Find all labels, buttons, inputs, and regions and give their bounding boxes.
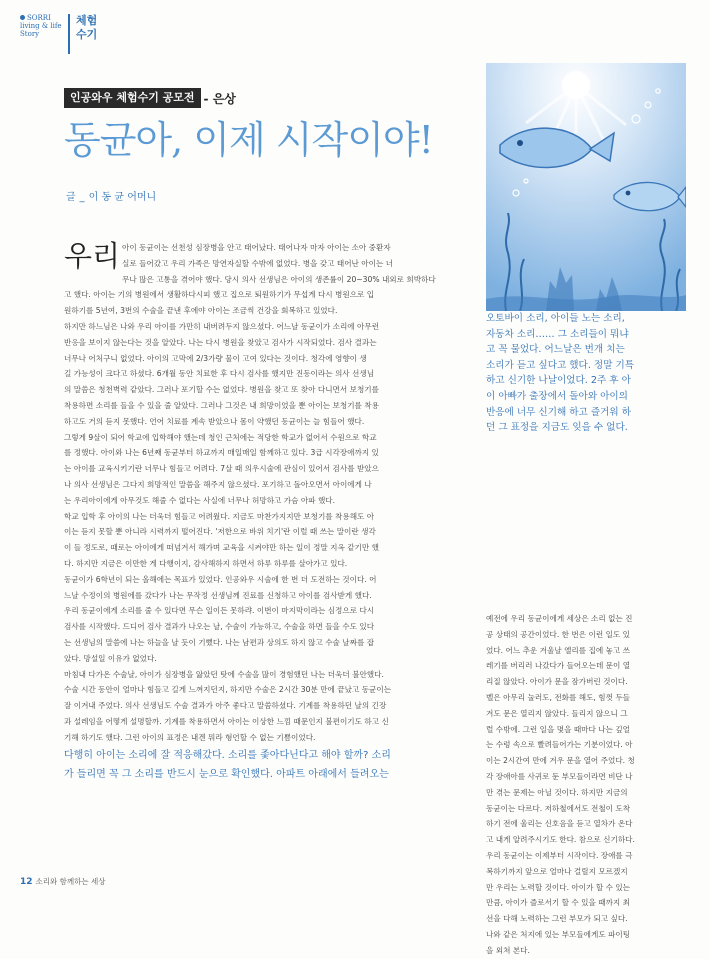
paragraph-line: 검사를 시작했다. 드디어 검사 결과가 나오는 날, 수술이 가능하고, 수술을 하면 들을 수도 있다 xyxy=(64,622,375,632)
paragraph-line: 기해 하기도 했다. 그런 아이의 표정은 내겐 뭐라 형언할 수 없는 기쁨이었다. xyxy=(64,732,316,742)
paragraph-line: 무나 많은 고통을 겪어야 했다. 당시 의사 선생님은 아이의 생존률이 20~30% 내외로 희박하다 xyxy=(122,274,436,284)
paragraph-line: 다. 하지만 지금은 이만한 게 다행이지, 감사해하지 하면서 하루 하루를 살아가고 있다. xyxy=(64,558,348,568)
paragraph-line: 너무나 어처구니 없었다. 아이의 고막에 2/3가량 물이 고여 있다는 것이다. 청각에 영향이 생 xyxy=(64,353,367,363)
paragraph-line: 는 아이를 교육시키기란 너무나 힘들고 어려다. 7살 때 의우시술에 관심이 있어서 검사를 받았으 xyxy=(64,464,379,474)
paragraph-line: 아이 동균이는 선천성 심장병을 안고 태어났다. 태어나자 마자 아이는 소아 중환자 xyxy=(122,243,391,252)
drop-cap: 우리 xyxy=(64,240,121,273)
paragraph-line: 동균이는 다르다. 저하철에서도 전철이 도착 xyxy=(486,803,631,813)
paragraph-line: 원하기를 5년여, 3번의 수술을 끝낸 후에야 아이는 조금씩 건강을 회복하고 있었다. xyxy=(64,306,338,316)
paragraph-line: 마침내 다가온 수술날, 아이가 심장병을 앓았던 탓에 수술을 많이 경험했던 나는 더욱더 불안했다. xyxy=(64,669,384,679)
paragraph-line: 그렇게 9살이 되어 학교에 입학해야 했는데 청인 근처에는 적당한 학교가 없어서 수원으로 학교 xyxy=(64,432,377,442)
pull-quote: 오토바이 소리, 아이들 노는 소리, 자동차 소리…… 그 소리들이 뭐냐 고 꼭 물었다. 어느날은 번개 치는 소리가 듣고 싶다고 했다. 정말 기특 하고 신기한 나날이었다. 2주 후 아 이 아빠가 출장에서 돌아와 아이의 반응에 너무 신기해 하고 즐거워 하 던 그 표정을 지금도 잊을 수 없다. xyxy=(486,313,635,434)
paragraph-line: 고 내게 알려주시기도 한다. 참으로 신기하다. xyxy=(486,835,635,845)
article-column-left xyxy=(64,240,456,784)
contest-label xyxy=(64,88,236,108)
section-brand: SORRI living & life Story xyxy=(20,14,62,38)
paragraph-line: 하지만 하느님은 나와 우리 아이를 가만히 내버려두지 않으셨다. 어느날 동균이가 소리에 아무런 xyxy=(64,321,380,331)
underwater-illustration xyxy=(486,63,686,311)
paragraph-line: 느날 수정이의 병원에를 갔다가 나는 무작정 선생님께 진료를 신청하고 아이를 검사받게 했다. xyxy=(64,590,372,600)
byline-label: 글 xyxy=(66,192,76,203)
paragraph-line: 수술 시간 동안이 얼마나 힘들고 길게 느껴지던지, 하지만 수술은 2시간 30분 만에 끝났고 동균이는 xyxy=(64,685,392,695)
highlight-line: 다행히 아이는 소리에 잘 적응해갔다. 소리를 좇아다닌다고 해야 할까? 소리 xyxy=(64,749,391,761)
paragraph-line: 았다. 망설일 이유가 없었다. xyxy=(64,653,157,663)
paragraph-line: 각 장애아를 사귀로 둔 부모들이라면 비단 나 xyxy=(486,771,633,781)
paragraph-line: 는 선생님의 말씀에 나는 하늘을 날 듯이 기뻤다. 나는 남편과 상의도 하지 않고 수술 날짜를 잡 xyxy=(64,637,375,647)
paragraph-line: 이는 2시간여 만에 겨우 문을 열어 주었다. 청 xyxy=(486,756,635,766)
paragraph-line: 동균이가 6학년이 되는 올해에는 목표가 있었다. 인공와우 시술에 한 번 더 도전하는 것이다. 어 xyxy=(64,574,377,584)
magazine-name: 소리와 함께하는 세상 xyxy=(35,877,106,886)
sun-icon xyxy=(562,71,590,99)
paragraph-line: 는 수렁 속으로 빨려들어가는 기분이었다. 아 xyxy=(486,740,633,750)
award-label: - 은상 xyxy=(203,91,236,106)
paragraph-line: 실로 들어갔고 우리 가족은 망연자실할 수밖에 없었다. 병을 갖고 태어난 아이는 너 xyxy=(122,258,394,268)
page-footer xyxy=(20,876,106,887)
paragraph-line: 복하기까지 앞으로 얼마나 걸릴지 모르겠지 xyxy=(486,866,628,876)
paragraph-line: 선을 다해 노력하는 그런 부모가 되고 싶다. xyxy=(486,914,628,924)
paragraph-line: 고 했다. 아이는 기의 병원에서 생활하다시피 했고 집으로 퇴원하기가 무섭게 다시 병원으로 입 xyxy=(64,290,375,300)
page-number: 12 xyxy=(20,877,33,887)
paragraph-line: 나와 같은 처지에 있는 부모들에게도 파이팅 xyxy=(486,929,631,939)
paragraph-line: 우리 동균이에게 소리를 줄 수 있다면 무슨 일이든 못하랴. 이번이 마지막이라는 심정으로 다시 xyxy=(64,606,375,616)
paragraph-line: 레기를 버리러 나갔다가 들어오는데 문이 열 xyxy=(486,661,631,671)
paragraph-line: 하고도 거의 듣지 못했다. 언어 치료를 계속 받았으나 몸이 약했던 동균이는 늘 힘들어 했다. xyxy=(64,416,365,426)
paragraph-line: 을 외쳐 본다. xyxy=(486,945,530,955)
paragraph-line: 잘 이겨내 주었다. 의사 선생님도 수술 결과가 아주 좋다고 말씀하셨다. 기계를 착용하던 날의 긴장 xyxy=(64,701,387,711)
paragraph-line: 착용하면 소리를 들을 수 있을 줄 알았다. 그러나 그것은 내 희망이었을 뿐 아이는 보청기를 착용 xyxy=(64,400,379,410)
paragraph-line: 만 우리는 노력할 것이다. 아이가 할 수 있는 xyxy=(486,882,631,892)
paragraph-line: 길 가능성이 크다고 하셨다. 6개월 동안 치료한 후 다시 검사를 했지만 진동이라는 의사 선생님 xyxy=(64,369,375,379)
paragraph-line: 럴 수밖에. 그런 일을 몇을 때마다 나는 깊얼 xyxy=(486,724,631,734)
paragraph-line: 이 들 정도로, 때로는 아이에게 떠넘겨서 해가며 교육을 시켜야만 하는 일이 정말 지옥 같기만 했 xyxy=(64,543,379,553)
article-column-right xyxy=(486,611,686,959)
section-title: 체험 수기 xyxy=(76,14,98,41)
highlight-line: 가 들리면 꼭 그 소리를 반드시 눈으로 확인했다. 아파트 아래에서 들려오는 xyxy=(64,768,389,780)
paragraph-line: 학교 입학 후 아이의 나는 더욱더 힘들고 어려웠다. 지금도 마찬가지지만 보청기를 착용해도 아 xyxy=(64,511,375,521)
paragraph-line: 하기 전에 울리는 신호음을 듣고 열차가 온다 xyxy=(486,819,633,829)
paragraph-line: 나 의사 선생님은 그다지 희망적인 말씀을 해주지 않으셨다. 포기하고 돌아오면서 아이에게 나 xyxy=(64,479,372,489)
section-divider xyxy=(68,14,70,54)
paragraph-line: 었다. 어느 추운 겨울날 엘리를 집에 놓고 쓰 xyxy=(486,645,631,655)
paragraph-line: 리질 않았다. 아이가 문을 잠가버린 것이다. xyxy=(486,677,628,687)
paragraph-line: 겨도 문은 열리지 않았다. 들리지 않으니 그 xyxy=(486,708,628,718)
paragraph-line: 만 겪는 문제는 아닐 것이다. 하지만 지금의 xyxy=(486,787,628,797)
paragraph-line: 의 말씀은 청천벽력 같았다. 그러나 포기할 수는 없었다. 병원을 찾고 또 찾아 다니면서 보청기를 xyxy=(64,385,379,395)
paragraph-line: 과 설레임을 어떻게 설명할까. 기계를 착용하면서 아이는 이상한 느낌 때문인지 불편이기도 하고 신 xyxy=(64,716,389,726)
paragraph-line: 이는 듣지 못할 뿐 아니라 시력까지 떨어진다. '저한으로 바위 치기'란 이럴 때 쓰는 말이란 생각 xyxy=(64,527,376,537)
paragraph-line: 를 정했다. 아이와 나는 6년째 동균부터 하교까지 매일매일 함께하고 있다. 3급 시각장애까지 있 xyxy=(64,448,379,458)
byline: 글 _ 이 동 균 어머니 xyxy=(66,192,157,203)
paragraph-line: 만큼, 아이가 즐로서기 할 수 있을 때까지 최 xyxy=(486,898,631,908)
paragraph-line: 는 우리아이에게 아무것도 해줄 수 없다는 사실에 너무나 허망하고 가슴 아파 했다. xyxy=(64,495,336,505)
article-title: 동균아, 이제 시작이야! xyxy=(64,118,433,162)
contest-name: 인공와우 체험수기 공모전 xyxy=(64,88,201,108)
bullet-dot-icon xyxy=(20,15,25,20)
paragraph-line: 예전에 우리 동균이에게 세상은 소리 없는 진 xyxy=(486,614,633,623)
paragraph-line: 공 상태의 공간이었다. 한 번은 이런 일도 있 xyxy=(486,629,631,639)
paragraph-line: 우리 동균이는 이제부터 시작이다. 장애를 극 xyxy=(486,850,633,860)
paragraph-line: 벨은 아무리 눌러도, 전화를 해도, 힘껏 두들 xyxy=(486,692,631,702)
paragraph-line: 반응을 보이지 않는다는 것을 알았다. 나는 다시 병원을 찾았고 검사가 시작되었다. 검사 결과는 xyxy=(64,337,377,347)
byline-author: 이 동 균 어머니 xyxy=(88,192,157,203)
